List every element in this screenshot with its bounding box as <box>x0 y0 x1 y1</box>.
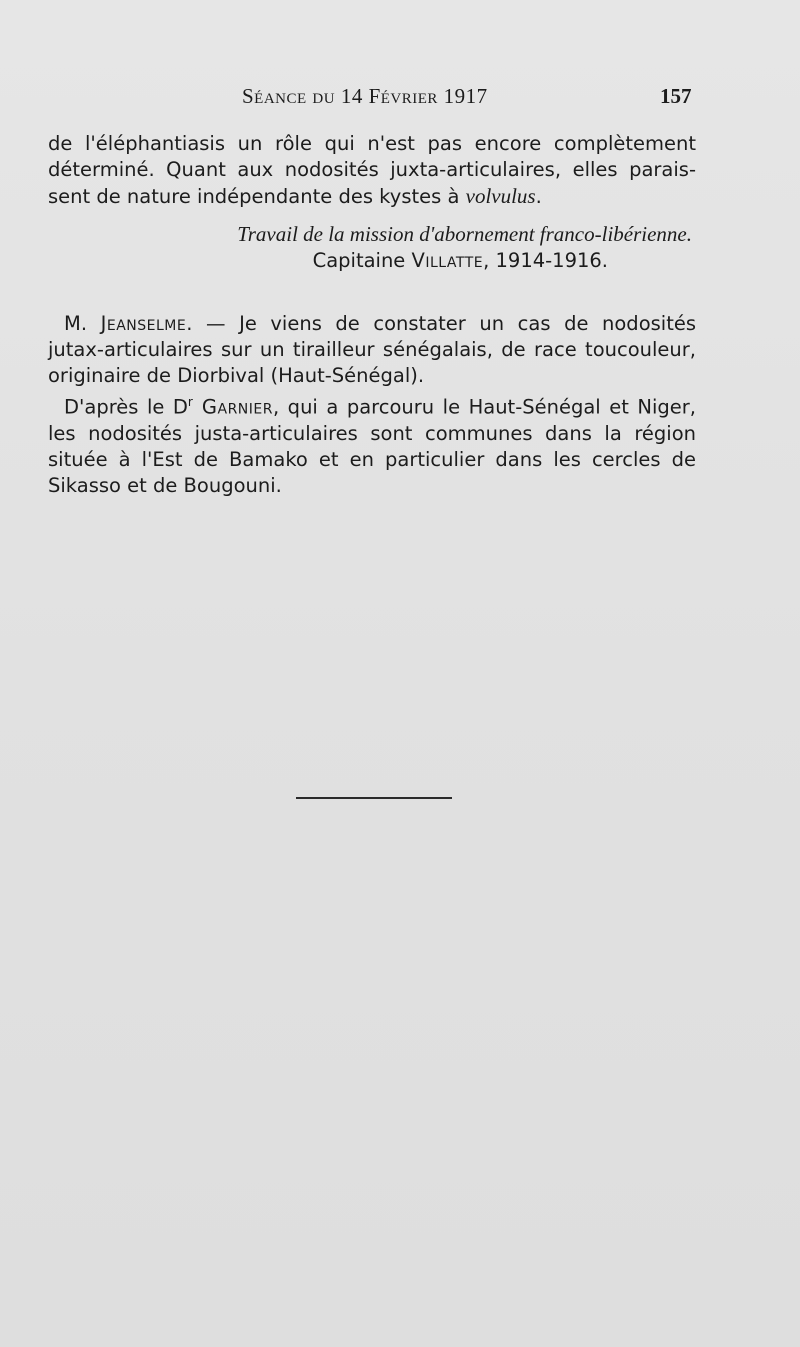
line-text: sent de nature indépendante des kystes à <box>48 185 466 208</box>
paragraph-continuation <box>48 131 696 210</box>
running-head-title: Séance du 14 Février 1917 <box>242 84 488 108</box>
paragraph-jeanselme <box>48 311 696 389</box>
line-text: . <box>535 185 542 208</box>
page-number: 157 <box>660 84 692 108</box>
paragraph-line: Sikasso et de Bougouni. <box>48 473 282 497</box>
person-name: Garnier <box>192 395 273 419</box>
signature-institution: Travail de la mission d'abornement franco-libérienne. <box>237 222 692 246</box>
paragraph-line: jutax-articulaires sur un tirailleur sénégalais, de race toucouleur, <box>48 338 696 361</box>
signature-prefix: Capitaine <box>312 249 412 272</box>
line-text: , qui a parcouru le Haut-Sénégal et Niger, <box>272 395 696 419</box>
speaker-prefix: M. <box>64 312 101 335</box>
paragraph-line: de l'éléphantiasis un rôle qui n'est pas encore complètement <box>48 132 696 155</box>
superscript: r <box>187 395 193 409</box>
italic-term: volvulus <box>465 184 536 208</box>
line-text: . — Je viens de constater un cas de nodosités <box>186 312 696 335</box>
signature-surname: Villatte <box>411 249 484 272</box>
paragraph-line <box>48 389 696 421</box>
section-divider <box>296 797 452 799</box>
paragraph-line: située à l'Est de Bamako et en particulier dans les cercles de <box>48 447 696 471</box>
signature-name <box>60 249 608 272</box>
running-head <box>0 84 800 118</box>
paragraph-line: originaire de Diorbival (Haut-Sénégal). <box>48 364 425 387</box>
paragraph-line: déterminé. Quant aux nodosités juxta-articulaires, elles parais- <box>48 158 696 181</box>
paragraph-line <box>48 311 696 337</box>
paragraph-line <box>48 183 696 210</box>
speaker-name: Jeanselme <box>100 312 187 335</box>
line-text: D'après le D <box>64 395 188 419</box>
paragraph-garnier <box>48 389 696 499</box>
signature-suffix: , 1914-1916. <box>483 249 608 272</box>
paragraph-line: les nodosités justa-articulaires sont communes dans la région <box>48 421 696 445</box>
